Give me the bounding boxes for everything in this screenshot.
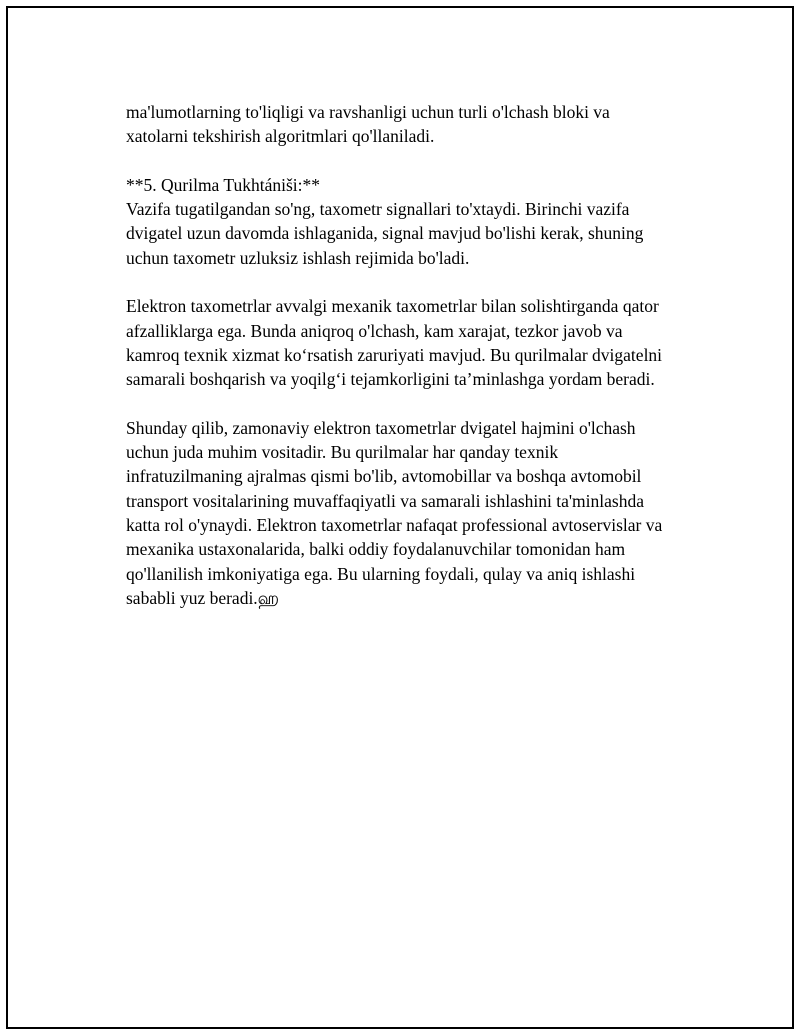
text-line: samarali boshqarish va yoqilg‘i tejamkorligini ta’minlashga yordam beradi. xyxy=(126,369,655,390)
text-line: Vazifa tugatilgandan so'ng, taxometr signallari to'xtaydi. Birinchi vazifa xyxy=(126,199,630,220)
paragraph-3 xyxy=(126,294,706,391)
paragraph-1 xyxy=(126,100,706,149)
text-line: uchun juda muhim vositadir. Bu qurilmalar har qanday texnik xyxy=(126,442,559,463)
text-line: mexanika ustaxonalarida, balki oddiy foydalanuvchilar tomonidan ham xyxy=(126,539,626,560)
text-line: infratuzilmaning ajralmas qismi bo'lib, avtomobillar va boshqa avtomobil xyxy=(126,466,642,487)
text-line: qo'llanilish imkoniyatiga ega. Bu ularning foydali, qulay va aniq ishlashi xyxy=(126,563,636,584)
text-line: kamroq texnik xizmat ko‘rsatish zaruriyati mavjud. Bu qurilmalar dvigatelni xyxy=(126,344,663,365)
text-line: Elektron taxometrlar avvalgi mexanik taxometrlar bilan solishtirganda qator xyxy=(126,296,659,317)
page-frame xyxy=(6,6,794,1029)
text-line: ma'lumotlarning to'liqligi va ravshanligi uchun turli o'lchash bloki va xyxy=(126,102,610,122)
paragraph-2 xyxy=(126,173,706,270)
text-line: Shunday qilib, zamonaviy elektron taxometrlar dvigatel hajmini o'lchash xyxy=(126,417,636,438)
text-line: xatolarni tekshirish algoritmlari qo'llaniladi. xyxy=(126,126,435,147)
text-line: afzalliklarga ega. Bunda aniqroq o'lchash, kam xarajat, tezkor javob va xyxy=(126,320,623,341)
text-line: sababli yuz beradi.ஹ xyxy=(126,587,280,608)
section-heading: **5. Qurilma Tukhtániši:** xyxy=(126,174,320,195)
paragraph-4 xyxy=(126,416,706,610)
document-body xyxy=(126,100,706,635)
text-line: katta rol o'ynaydi. Elektron taxometrlar nafaqat professional avtoservislar va xyxy=(126,515,663,536)
text-line: uchun taxometr uzluksiz ishlash rejimida bo'ladi. xyxy=(126,247,470,268)
text-line: dvigatel uzun davomda ishlaganida, signal mavjud bo'lishi kerak, shuning xyxy=(126,223,644,244)
text-line: transport vositalarining muvaffaqiyatli va samarali ishlashini ta'minlashda xyxy=(126,490,644,511)
